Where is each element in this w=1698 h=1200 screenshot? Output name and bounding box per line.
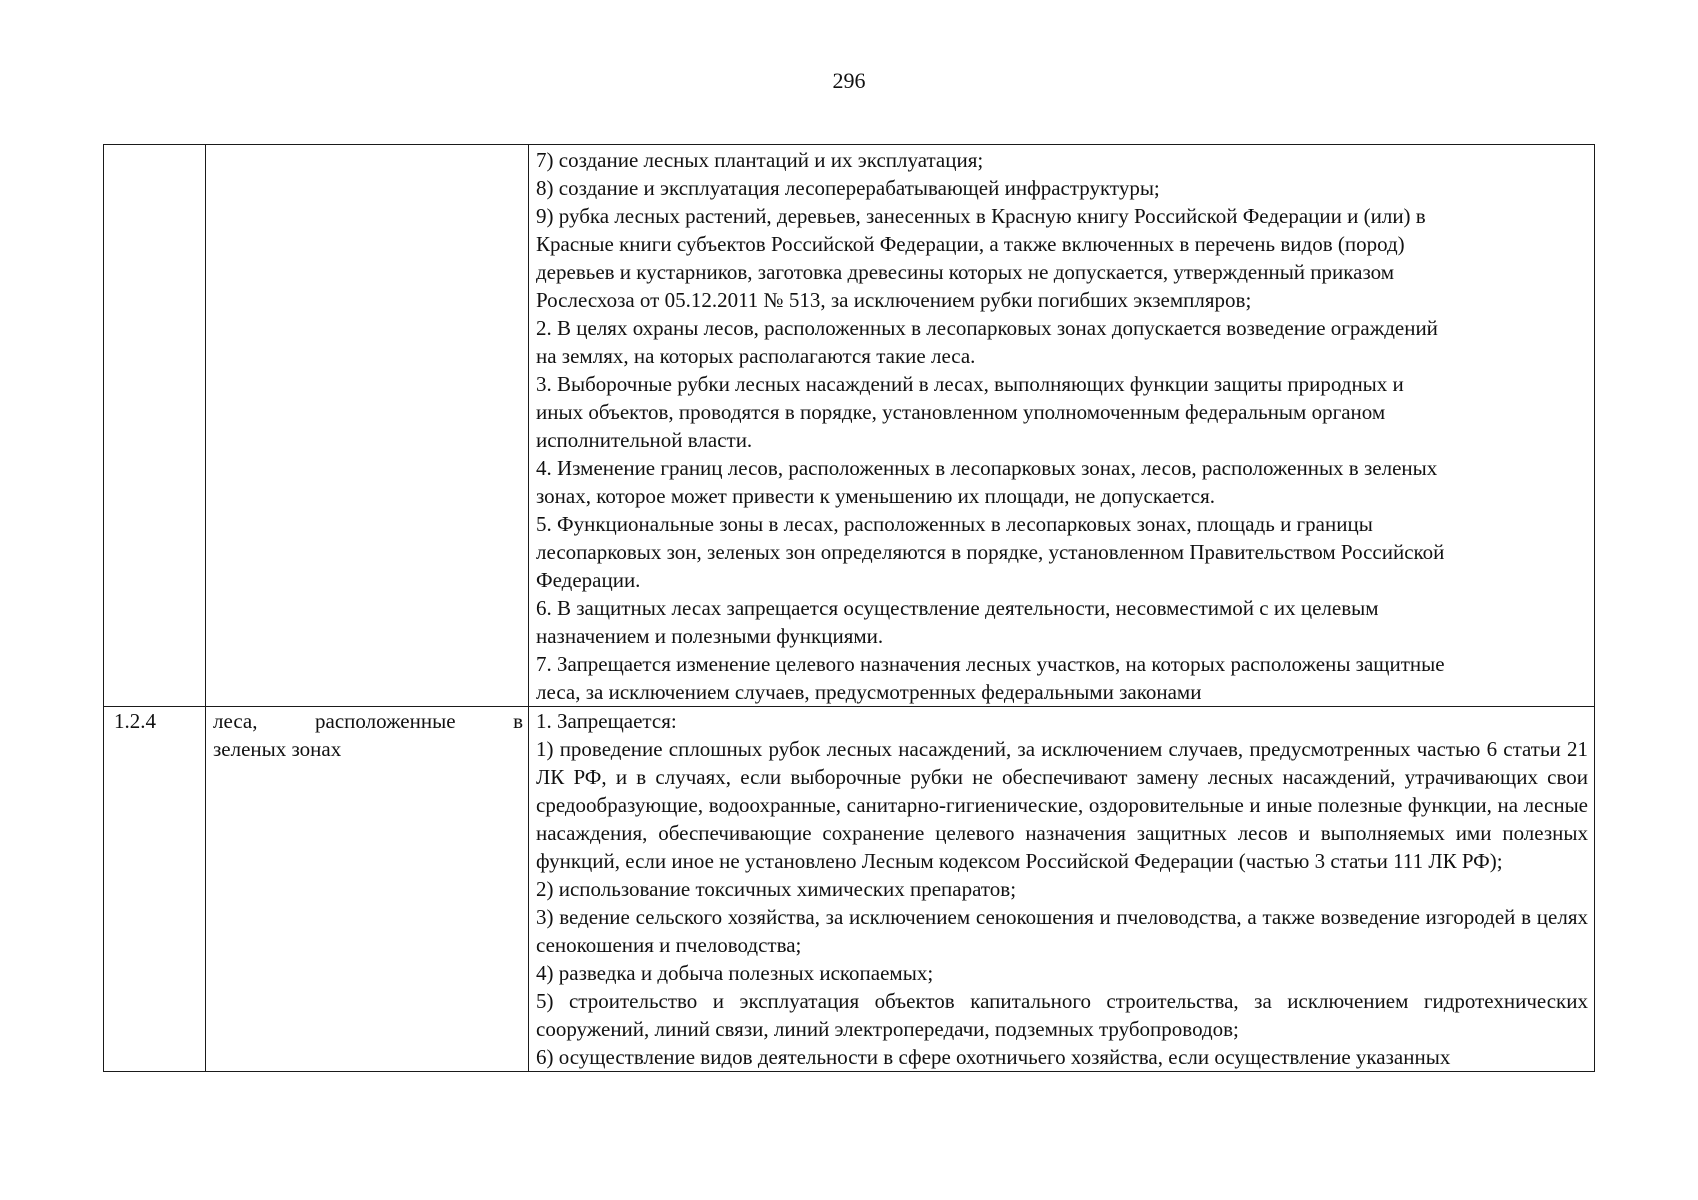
row-name-word: расположенные bbox=[315, 709, 456, 733]
row-name-cell bbox=[206, 145, 529, 707]
text-line: Федерации. bbox=[536, 568, 641, 592]
text-line: 3. Выборочные рубки лесных насаждений в лесах, выполняющих функции защиты природных и bbox=[536, 372, 1404, 396]
row-name-word: в bbox=[513, 709, 523, 733]
row-text-cell bbox=[529, 707, 1595, 1072]
regulations-table bbox=[103, 144, 1595, 1072]
text-paragraph: 1. Запрещается: bbox=[536, 709, 677, 733]
text-line: Рослесхоза от 05.12.2011 № 513, за исключением рубки погибших экземпляров; bbox=[536, 288, 1252, 312]
text-line: 4. Изменение границ лесов, расположенных в лесопарковых зонах, лесов, расположенных в зеленых bbox=[536, 456, 1438, 480]
text-line: 9) рубка лесных растений, деревьев, занесенных в Красную книгу Российской Федерации и (или) в bbox=[536, 204, 1426, 228]
row-name-cell bbox=[206, 707, 529, 1072]
text-line: исполнительной власти. bbox=[536, 428, 753, 452]
text-line: 5. Функциональные зоны в лесах, расположенных в лесопарковых зонах, площадь и границы bbox=[536, 512, 1373, 536]
text-line: 7. Запрещается изменение целевого назначения лесных участков, на которых расположены защитные bbox=[536, 652, 1445, 676]
row-name-line: зеленых зонах bbox=[213, 737, 342, 761]
table-row bbox=[104, 145, 1595, 707]
text-paragraph: 2) использование токсичных химических препаратов; bbox=[536, 877, 1017, 901]
row-name-line bbox=[213, 707, 523, 735]
text-line: 8) создание и эксплуатация лесоперерабатывающей инфраструктуры; bbox=[536, 176, 1160, 200]
text-line: Красные книги субъектов Российской Федерации, а также включенных в перечень видов (пород) bbox=[536, 232, 1405, 256]
text-paragraph: 5) строительство и эксплуатация объектов капитального строительства, за исключением гидротехнических сооружений, линий связи, линий электропередачи, подземных трубопроводов; bbox=[536, 989, 1588, 1041]
text-line: назначением и полезными функциями. bbox=[536, 624, 884, 648]
text-line: лесопарковых зон, зеленых зон определяются в порядке, установленном Правительством Российской bbox=[536, 540, 1445, 564]
text-paragraph: 1) проведение сплошных рубок лесных насаждений, за исключением случаев, предусмотренных частью 6 статьи 21 ЛК РФ, и в случаях, если выборочные рубки не обеспечивают замену лесных насаждений, утрачивающих свои средообразующие, водоохранные, санитарно-гигиенические, оздоровительные и иные полезные функции, на лесные насаждения, обеспечивающие сохранение целевого назначения защитных лесов и выполняемых ими полезных функций, если иное не установлено Лесным кодексом Российской Федерации (частью 3 статьи 111 ЛК РФ); bbox=[536, 737, 1588, 873]
text-line: 7) создание лесных плантаций и их эксплуатация; bbox=[536, 148, 984, 172]
row-number-cell: 1.2.4 bbox=[104, 707, 206, 1072]
text-line: на землях, на которых располагаются такие леса. bbox=[536, 344, 976, 368]
text-line: 6. В защитных лесах запрещается осуществление деятельности, несовместимой с их целевым bbox=[536, 596, 1379, 620]
text-paragraph: 4) разведка и добыча полезных ископаемых; bbox=[536, 961, 934, 985]
text-line: леса, за исключением случаев, предусмотренных федеральными законами bbox=[536, 680, 1202, 704]
row-text-cell bbox=[529, 145, 1595, 707]
text-paragraph: 3) ведение сельского хозяйства, за исключением сенокошения и пчеловодства, а также возведение изгородей в целях сенокошения и пчеловодства; bbox=[536, 905, 1588, 957]
text-paragraph: 6) осуществление видов деятельности в сфере охотничьего хозяйства, если осуществление указанных bbox=[536, 1045, 1451, 1069]
text-line: 2. В целях охраны лесов, расположенных в лесопарковых зонах допускается возведение ограждений bbox=[536, 316, 1438, 340]
text-line: деревьев и кустарников, заготовка древесины которых не допускается, утвержденный приказом bbox=[536, 260, 1395, 284]
table-row bbox=[104, 707, 1595, 1072]
row-name-word: леса, bbox=[213, 709, 258, 733]
text-line: иных объектов, проводятся в порядке, установленном уполномоченным федеральным органом bbox=[536, 400, 1386, 424]
text-line: зонах, которое может привести к уменьшению их площади, не допускается. bbox=[536, 484, 1216, 508]
page-number: 296 bbox=[832, 68, 866, 93]
row-number-cell bbox=[104, 145, 206, 707]
